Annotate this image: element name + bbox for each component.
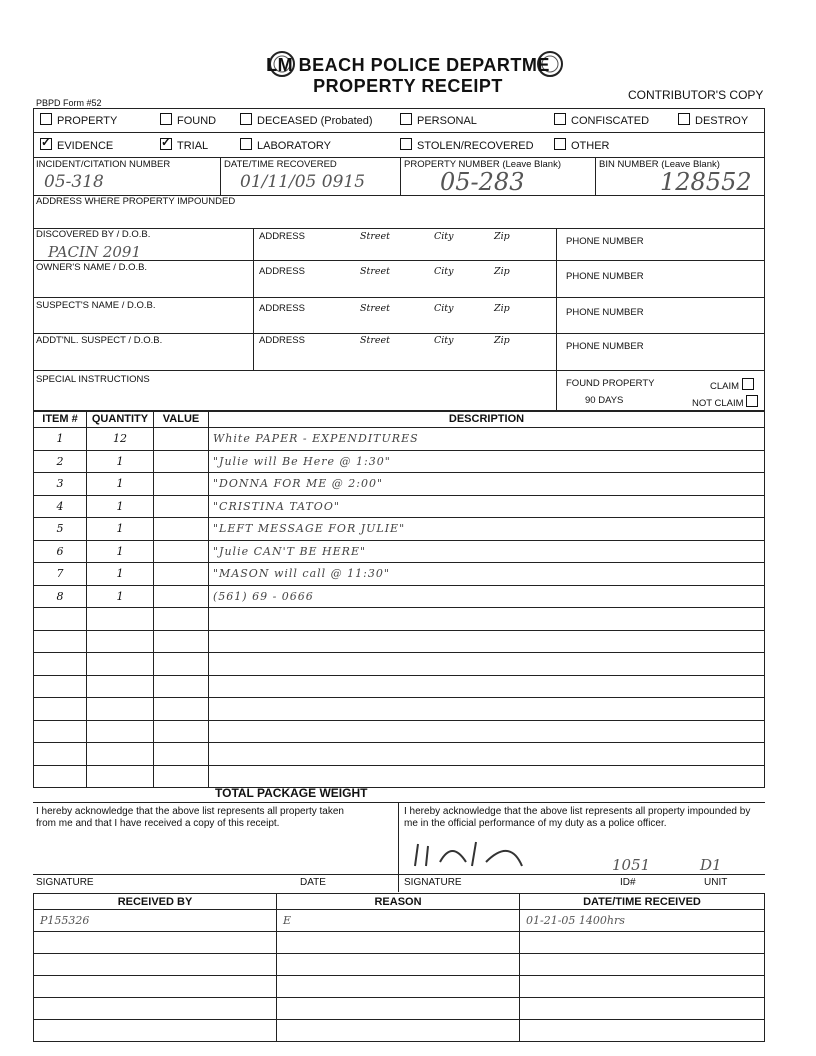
item-item-cell[interactable]: 8	[34, 585, 87, 608]
ack-left-text: I hereby acknowledge that the above list represents all property taken from me and that I have received a copy of this receipt.	[36, 806, 344, 829]
date-label: DATE	[300, 877, 326, 888]
item-qty-cell[interactable]	[87, 720, 154, 743]
item-desc-cell[interactable]	[209, 743, 765, 766]
header-value: VALUE	[154, 411, 209, 428]
table-row	[34, 910, 765, 932]
propnum-value[interactable]: 05-283	[440, 168, 525, 196]
signature-label: SIGNATURE	[36, 877, 94, 888]
address-impounded-label: ADDRESS WHERE PROPERTY IMPOUNDED	[36, 196, 236, 207]
received-by-cell[interactable]	[34, 954, 277, 976]
item-value-cell[interactable]	[154, 608, 209, 631]
divider	[33, 157, 764, 158]
item-value-cell[interactable]	[154, 518, 209, 541]
received-reason-cell[interactable]: E	[277, 910, 520, 932]
item-qty-cell[interactable]	[87, 630, 154, 653]
city-label: City	[434, 335, 454, 346]
received-reason-cell[interactable]	[277, 976, 520, 998]
address-label: ADDRESS	[259, 266, 305, 277]
zip-label: Zip	[494, 231, 510, 242]
received-by-cell[interactable]	[34, 1020, 277, 1042]
addtl-suspect-label: ADDT'NL. SUSPECT / D.O.B.	[36, 335, 163, 346]
found-property-label: FOUND PROPERTY	[566, 378, 655, 389]
bin-label: BIN NUMBER (Leave Blank)	[599, 159, 720, 170]
item-desc-cell[interactable]	[209, 720, 765, 743]
item-item-cell[interactable]: 4	[34, 495, 87, 518]
owner-label: OWNER'S NAME / D.O.B.	[36, 262, 148, 273]
table-row	[34, 428, 765, 451]
item-item-cell[interactable]: 2	[34, 450, 87, 473]
suspect-label: SUSPECT'S NAME / D.O.B.	[36, 300, 156, 311]
item-item-cell[interactable]	[34, 743, 87, 766]
checkbox-icon	[554, 113, 566, 125]
item-value-cell[interactable]	[154, 540, 209, 563]
received-reason-cell[interactable]	[277, 1020, 520, 1042]
item-item-cell[interactable]: 3	[34, 473, 87, 496]
city-label: City	[434, 303, 454, 314]
item-value-cell[interactable]	[154, 653, 209, 676]
checkbox-icon	[160, 113, 172, 125]
items-table	[33, 410, 765, 788]
category-stolen-recovered[interactable]: STOLEN/RECOVERED	[400, 138, 534, 152]
item-item-cell[interactable]	[34, 698, 87, 721]
items-header-row	[34, 411, 765, 428]
received-datetime-cell[interactable]	[520, 976, 765, 998]
claim-option[interactable]: CLAIM	[710, 378, 759, 392]
divider	[398, 802, 399, 892]
item-value-cell[interactable]	[154, 495, 209, 518]
table-row	[34, 608, 765, 631]
header-description: DESCRIPTION	[209, 411, 765, 428]
address-label: ADDRESS	[259, 231, 305, 242]
checkbox-icon	[40, 113, 52, 125]
category-property[interactable]: PROPERTY	[40, 113, 117, 127]
signature-line	[33, 874, 765, 875]
street-label: Street	[360, 335, 390, 346]
datetime-value[interactable]: 01/11/05 0915	[240, 172, 366, 192]
divider	[220, 157, 221, 195]
table-row	[34, 954, 765, 976]
bin-value[interactable]: 128552	[660, 168, 752, 196]
checkbox-icon	[240, 138, 252, 150]
category-found[interactable]: FOUND	[160, 113, 216, 127]
table-row	[34, 932, 765, 954]
street-label: Street	[360, 231, 390, 242]
found-days-label: 90 DAYS	[585, 395, 624, 406]
item-qty-cell[interactable]	[87, 698, 154, 721]
item-desc-cell[interactable]	[209, 698, 765, 721]
item-qty-cell[interactable]: 1	[87, 540, 154, 563]
table-row	[34, 743, 765, 766]
item-qty-cell[interactable]	[87, 765, 154, 788]
divider	[33, 260, 764, 261]
category-other[interactable]: OTHER	[554, 138, 610, 152]
id-label: ID#	[620, 877, 636, 888]
table-row	[34, 765, 765, 788]
received-datetime-cell[interactable]: 01-21-05 1400hrs	[520, 910, 765, 932]
received-reason-cell[interactable]	[277, 998, 520, 1020]
received-reason-cell[interactable]	[277, 954, 520, 976]
item-value-cell[interactable]	[154, 630, 209, 653]
table-row	[34, 653, 765, 676]
divider	[33, 333, 764, 334]
divider	[33, 370, 764, 371]
not-claim-option[interactable]: NOT CLAIM	[692, 395, 763, 409]
copy-label: CONTRIBUTOR'S COPY	[628, 88, 764, 102]
divider	[253, 228, 254, 370]
table-row	[34, 518, 765, 541]
item-qty-cell[interactable]: 1	[87, 518, 154, 541]
item-item-cell[interactable]	[34, 608, 87, 631]
divider	[33, 297, 764, 298]
item-desc-cell[interactable]	[209, 653, 765, 676]
item-qty-cell[interactable]: 1	[87, 450, 154, 473]
item-value-cell[interactable]	[154, 720, 209, 743]
item-qty-cell[interactable]: 1	[87, 585, 154, 608]
form-number: PBPD Form #52	[36, 98, 102, 108]
item-item-cell[interactable]: 1	[34, 428, 87, 451]
divider	[595, 157, 596, 195]
received-datetime-cell[interactable]	[520, 998, 765, 1020]
item-value-cell[interactable]	[154, 585, 209, 608]
table-row	[34, 450, 765, 473]
item-item-cell[interactable]: 5	[34, 518, 87, 541]
item-value-cell[interactable]	[154, 563, 209, 586]
phone-label: PHONE NUMBER	[566, 236, 644, 247]
item-qty-cell[interactable]: 1	[87, 495, 154, 518]
header-received-by: RECEIVED BY	[34, 894, 277, 910]
item-value-cell[interactable]	[154, 765, 209, 788]
phone-label: PHONE NUMBER	[566, 271, 644, 282]
checkbox-icon	[554, 138, 566, 150]
checkbox-checked-icon	[160, 138, 172, 150]
phone-label: PHONE NUMBER	[566, 307, 644, 318]
received-header-row	[34, 894, 765, 910]
table-row	[34, 720, 765, 743]
item-value-cell[interactable]	[154, 473, 209, 496]
category-deceased[interactable]: DECEASED (Probated)	[240, 113, 373, 127]
category-destroy[interactable]: DESTROY	[678, 113, 748, 127]
item-qty-cell[interactable]: 1	[87, 473, 154, 496]
item-value-cell[interactable]	[154, 698, 209, 721]
datetime-label: DATE/TIME RECOVERED	[224, 159, 337, 170]
street-label: Street	[360, 303, 390, 314]
page-subtitle: PROPERTY RECEIPT	[313, 76, 503, 96]
item-item-cell[interactable]	[34, 720, 87, 743]
category-laboratory[interactable]: LABORATORY	[240, 138, 331, 152]
checkbox-icon	[240, 113, 252, 125]
item-qty-cell[interactable]	[87, 743, 154, 766]
item-value-cell[interactable]	[154, 450, 209, 473]
ack-right-text: I hereby acknowledge that the above list represents all property impounded by me in the official performance of my duty as a police officer.	[404, 806, 751, 829]
received-by-cell[interactable]	[34, 976, 277, 998]
checkbox-checked-icon	[40, 138, 52, 150]
incident-value[interactable]: 05-318	[44, 172, 104, 192]
item-item-cell[interactable]	[34, 765, 87, 788]
item-value-cell[interactable]	[154, 743, 209, 766]
city-label: City	[434, 231, 454, 242]
total-weight-label: TOTAL PACKAGE WEIGHT	[215, 786, 368, 800]
checkbox-icon	[678, 113, 690, 125]
item-desc-cell[interactable]: "MASON will call @ 11:30"	[209, 563, 765, 586]
received-datetime-cell[interactable]	[520, 954, 765, 976]
table-row	[34, 675, 765, 698]
item-item-cell[interactable]	[34, 630, 87, 653]
received-datetime-cell[interactable]	[520, 1020, 765, 1042]
zip-label: Zip	[494, 266, 510, 277]
zip-label: Zip	[494, 335, 510, 346]
item-desc-cell[interactable]: "CRISTINA TATOO"	[209, 495, 765, 518]
received-by-cell[interactable]	[34, 932, 277, 954]
received-datetime-cell[interactable]	[520, 932, 765, 954]
checkbox-icon	[400, 138, 412, 150]
table-row	[34, 698, 765, 721]
checkbox-icon	[746, 395, 758, 407]
item-desc-cell[interactable]: "LEFT MESSAGE FOR JULIE"	[209, 518, 765, 541]
category-trial[interactable]: ✓ TRIAL	[160, 138, 208, 152]
item-desc-cell[interactable]: (561) 69 - 0666	[209, 585, 765, 608]
header-reason: REASON	[277, 894, 520, 910]
category-evidence[interactable]: ✓EVIDENCE	[40, 138, 113, 152]
incident-label: INCIDENT/CITATION NUMBER	[36, 159, 171, 170]
divider	[33, 132, 764, 133]
item-item-cell[interactable]: 6	[34, 540, 87, 563]
category-confiscated[interactable]: CONFISCATED	[554, 113, 649, 127]
table-row	[34, 563, 765, 586]
table-row	[34, 540, 765, 563]
received-by-cell[interactable]	[34, 998, 277, 1020]
checkbox-icon	[742, 378, 754, 390]
item-item-cell[interactable]: 7	[34, 563, 87, 586]
header-datetime-received: DATE/TIME RECEIVED	[520, 894, 765, 910]
item-qty-cell[interactable]: 12	[87, 428, 154, 451]
phone-label: PHONE NUMBER	[566, 341, 644, 352]
item-desc-cell[interactable]	[209, 675, 765, 698]
item-desc-cell[interactable]: "DONNA FOR ME @ 2:00"	[209, 473, 765, 496]
item-qty-cell[interactable]: 1	[87, 563, 154, 586]
officer-signature	[410, 836, 540, 874]
address-label: ADDRESS	[259, 303, 305, 314]
item-desc-cell[interactable]: "Julie CAN'T BE HERE"	[209, 540, 765, 563]
table-row	[34, 1020, 765, 1042]
received-by-cell[interactable]: P155326	[34, 910, 277, 932]
table-row	[34, 630, 765, 653]
unit-value[interactable]: D1	[700, 856, 722, 874]
special-instructions-label: SPECIAL INSTRUCTIONS	[36, 374, 150, 385]
unit-label: UNIT	[704, 877, 728, 888]
street-label: Street	[360, 266, 390, 277]
item-qty-cell[interactable]	[87, 653, 154, 676]
item-desc-cell[interactable]: "Julie will Be Here @ 1:30"	[209, 450, 765, 473]
discovered-label: DISCOVERED BY / D.O.B.	[36, 229, 151, 240]
header-quantity: QUANTITY	[87, 411, 154, 428]
item-desc-cell[interactable]	[209, 630, 765, 653]
id-value[interactable]: 1051	[612, 856, 651, 874]
signature-label-right: SIGNATURE	[404, 877, 462, 888]
zip-label: Zip	[494, 303, 510, 314]
propnum-label: PROPERTY NUMBER (Leave Blank)	[404, 159, 561, 170]
header-item: ITEM #	[34, 411, 87, 428]
city-label: City	[434, 266, 454, 277]
item-desc-cell[interactable]	[209, 765, 765, 788]
table-row	[34, 495, 765, 518]
divider	[400, 157, 401, 195]
item-qty-cell[interactable]	[87, 675, 154, 698]
item-desc-cell[interactable]: White PAPER - EXPENDITURES	[209, 428, 765, 451]
item-value-cell[interactable]	[154, 428, 209, 451]
table-row	[34, 585, 765, 608]
item-item-cell[interactable]	[34, 675, 87, 698]
item-qty-cell[interactable]	[87, 608, 154, 631]
received-reason-cell[interactable]	[277, 932, 520, 954]
table-row	[34, 976, 765, 998]
category-personal[interactable]: PERSONAL	[400, 113, 477, 127]
item-value-cell[interactable]	[154, 675, 209, 698]
item-item-cell[interactable]	[34, 653, 87, 676]
divider	[556, 228, 557, 410]
table-row	[34, 998, 765, 1020]
item-desc-cell[interactable]	[209, 608, 765, 631]
address-label: ADDRESS	[259, 335, 305, 346]
checkbox-icon	[400, 113, 412, 125]
received-table	[33, 893, 765, 1042]
page-title: LM BEACH POLICE DEPARTME	[266, 55, 550, 75]
table-row	[34, 473, 765, 496]
discovered-value[interactable]: PACIN 2091	[48, 243, 142, 261]
